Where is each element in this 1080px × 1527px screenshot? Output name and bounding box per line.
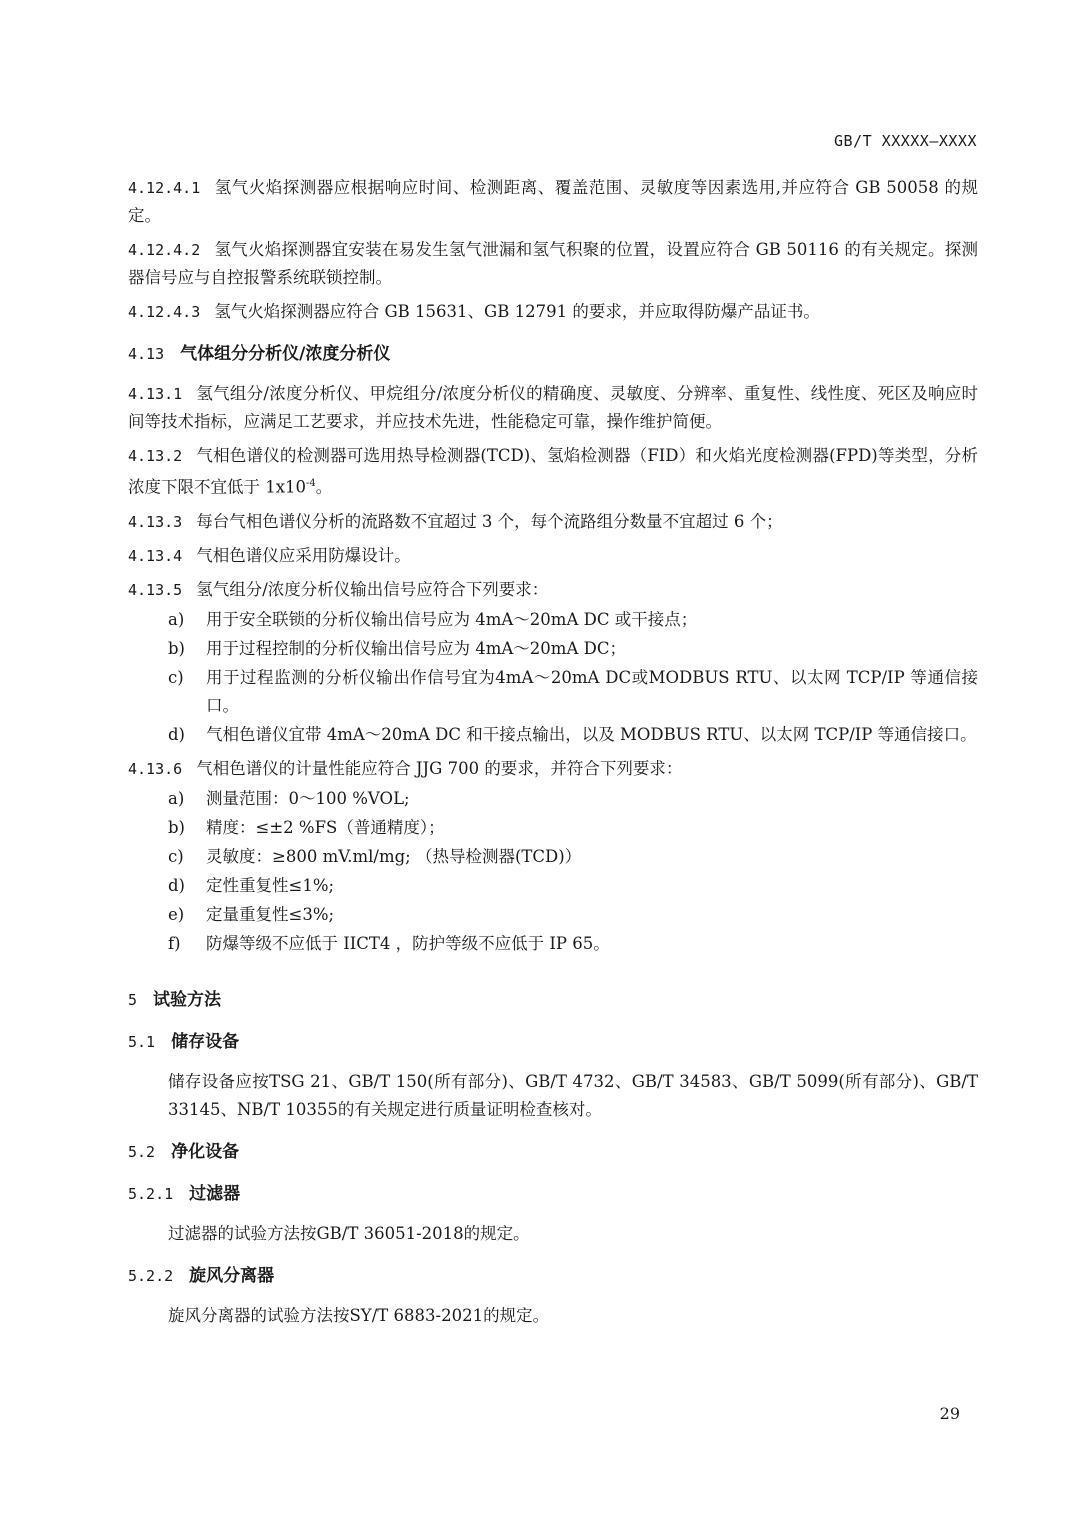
clause-number: 4.12.4.1 [128,179,201,197]
list-label: b) [168,817,185,837]
clause-4-13-3 [128,508,978,536]
list-text: 测量范围：0～100 %VOL; [206,788,410,808]
section-number: 5.2 [128,1142,156,1161]
list-item [168,635,978,663]
section-title: 试验方法 [153,989,222,1010]
clause-number: 4.12.4.2 [128,241,201,259]
paragraph-5-2-1: 过滤器的试验方法按GB/T 36051-2018的规定。 [168,1223,530,1243]
section-heading-5-2-2 [128,1262,978,1290]
list-item [168,785,978,813]
section-heading-5-2 [128,1138,978,1166]
page-number: 29 [939,1404,960,1423]
section-number: 5.2.1 [128,1184,174,1203]
clause-text: 每台气相色谱仪分析的流路数不宜超过 3 个，每个流路组分数量不宜超过 6 个； [196,511,783,531]
clause-text: 氢气火焰探测器应符合 GB 15631、GB 12791 的要求，并应取得防爆产品证书。 [214,302,820,321]
list-label: c) [168,667,184,687]
paragraph-5-2-2: 旋风分离器的试验方法按SY/T 6883-2021的规定。 [168,1305,550,1325]
clause-number: 4.13.3 [128,512,183,531]
section-title: 储存设备 [171,1031,240,1052]
section-number: 5.1 [128,1032,156,1051]
clause-number: 4.12.4.3 [128,303,201,321]
clause-4-12-4-2 [128,236,978,292]
clause-number: 4.13.2 [128,447,183,465]
list-text: 用于安全联锁的分析仪输出信号应为 4mA～20mA DC 或干接点； [206,609,698,629]
list-text: 防爆等级不应低于 IICT4 ，防护等级不应低于 IP 65。 [206,933,610,953]
clause-4-13-1 [128,380,978,436]
section-title: 旋风分离器 [189,1265,275,1286]
section-number: 5.2.2 [128,1266,174,1285]
clause-4-13-5 [128,576,978,604]
clause-text: 气相色谱仪的计量性能应符合 JJG 700 的要求，并符合下列要求： [196,758,683,778]
list-item [168,814,978,842]
list-text: 定性重复性≤1%; [206,875,335,895]
clause-text: 氢气火焰探测器宜安装在易发生氢气泄漏和氢气积聚的位置，设置应符合 GB 50116 的有关规定。探测器信号应与自控报警系统联锁控制。 [128,240,978,287]
list-label: e) [168,904,185,924]
clause-4-12-4-3 [128,298,978,326]
section-number: 5 [128,990,138,1009]
list-label: b) [168,638,185,658]
list-label: a) [168,609,185,629]
standard-code-header: GB/T XXXXX—XXXX [834,132,977,150]
list-item [168,664,978,720]
section-heading-4-13 [128,340,978,368]
list-label: f) [168,933,181,953]
paragraph-5-1: 储存设备应按TSG 21、GB/T 150(所有部分)、GB/T 4732、GB/T 34583、GB/T 5099(所有部分)、GB/T 33145、NB/T 10355的有关规定进行质量证明检查核对。 [168,1071,978,1119]
clause-number: 4.13.1 [128,385,183,403]
exponent: -4 [306,478,316,489]
list-item [168,930,978,958]
clause-number: 4.13.6 [128,759,183,778]
list-text: 定量重复性≤3%; [206,904,335,924]
list-item [168,901,978,929]
clause-text: 气相色谱仪应采用防爆设计。 [196,545,411,565]
section-title: 净化设备 [171,1141,240,1162]
list-text: 气相色谱仪宜带 4mA～20mA DC 和干接点输出，以及 MODBUS RTU、以太网 TCP/IP 等通信接口。 [206,724,977,744]
clause-text: 氢气火焰探测器应根据响应时间、检测距离、覆盖范围、灵敏度等因素选用,并应符合 GB 50058 的规定。 [128,178,978,225]
section-title: 过滤器 [189,1183,241,1204]
list-item [168,843,978,871]
list-label: d) [168,875,185,895]
clause-number: 4.13.5 [128,580,183,599]
list-text: 精度：≤±2 %FS（普通精度）； [206,817,445,837]
clause-4-13-2 [128,442,978,502]
clause-text: 氢气组分/浓度分析仪、甲烷组分/浓度分析仪的精确度、灵敏度、分辨率、重复性、线性度、死区及响应时间等技术指标，应满足工艺要求，并应技术先进，性能稳定可靠，操作维护简便。 [128,384,978,431]
page-content [128,174,978,1338]
clause-text: 气相色谱仪的检测器可选用热导检测器(TCD)、氢焰检测器（FID）和火焰光度检测器(FPD)等类型，分析浓度下限不宜低于 1x10 [128,446,978,497]
section-heading-5-1 [128,1028,978,1056]
list-label: d) [168,724,185,744]
section-title: 气体组分分析仪/浓度分析仪 [180,344,391,364]
clause-text-tail: 。 [315,477,333,497]
clause-number: 4.13.4 [128,546,183,565]
list-item [168,872,978,900]
section-heading-5-2-1 [128,1180,978,1208]
list-item [168,606,978,634]
list-label: c) [168,846,184,866]
list-text: 用于过程控制的分析仪输出信号应为 4mA～20mA DC； [206,638,626,658]
clause-4-13-6 [128,755,978,783]
clause-4-12-4-1 [128,174,978,230]
clause-text: 氢气组分/浓度分析仪输出信号应符合下列要求： [196,579,549,599]
section-number: 4.13 [128,345,165,363]
list-text: 灵敏度：≥800 mV.ml/mg; （热导检测器(TCD)） [206,846,582,866]
list-text: 用于过程监测的分析仪输出作信号宜为4mA～20mA DC或MODBUS RTU、以太网 TCP/IP 等通信接口。 [206,667,978,715]
clause-4-13-4 [128,542,978,570]
list-item [168,721,978,749]
list-label: a) [168,788,185,808]
chapter-heading-5 [128,986,978,1014]
